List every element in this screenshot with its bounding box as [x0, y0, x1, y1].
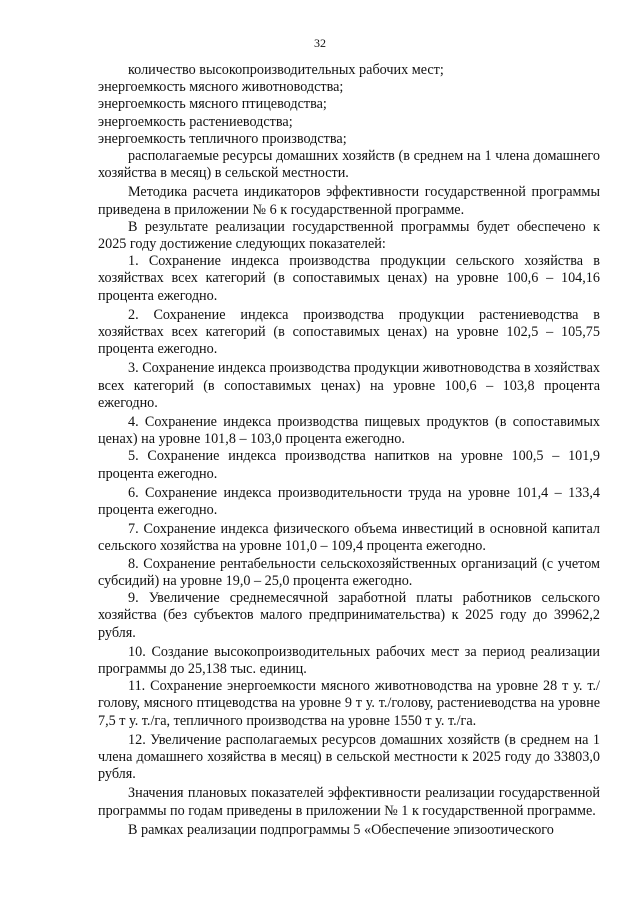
document-body — [98, 62, 600, 839]
paragraph-values: Значения плановых показателей эффективности реализации государственной программы по годам приведены в приложении № 1 к государственной программе. — [98, 785, 600, 819]
paragraph-subprogram: В рамках реализации подпрограммы 5 «Обеспечение эпизоотического — [128, 821, 554, 838]
paragraph-6: располагаемые ресурсы домашних хозяйств (в среднем на 1 члена домашнего хозяйства в месяц) в сельской местности. — [98, 148, 600, 182]
paragraph-1: количество высокопроизводительных рабочих мест; — [128, 62, 444, 78]
paragraph-7: Методика расчета индикаторов эффективности государственной программы приведена в приложении № 6 к государственной программе. — [98, 184, 600, 218]
indicator-12: 12. Увеличение располагаемых ресурсов домашних хозяйств (в среднем на 1 члена домашнего хозяйства в месяц) в сельской местности к 2025 году до 33803,0 рубля. — [98, 731, 600, 783]
paragraph-5: энергоемкость тепличного производства; — [98, 130, 347, 147]
indicator-5: 5. Сохранение индекса производства напитков на уровне 100,5 – 101,9 процента ежегодно. — [98, 448, 600, 482]
indicator-7: 7. Сохранение индекса физического объема инвестиций в основной капитал сельского хозяйства на уровне 101,0 – 109,4 процента ежегодно. — [98, 521, 600, 555]
indicator-8: 8. Сохранение рентабельности сельскохозяйственных организаций (с учетом субсидий) на уровне 19,0 – 25,0 процента ежегодно. — [98, 555, 600, 589]
paragraph-2: энергоемкость мясного животноводства; — [98, 79, 344, 96]
indicator-4: 4. Сохранение индекса производства пищевых продуктов (в сопоставимых ценах) на уровне 101,8 – 103,0 процента ежегодно. — [98, 414, 600, 448]
paragraph-8: В результате реализации государственной программы будет обеспечено к 2025 году достижение следующих показателей: — [98, 218, 600, 253]
paragraph-3: энергоемкость мясного птицеводства; — [98, 96, 327, 113]
indicator-11: 11. Сохранение энергоемкости мясного животноводства на уровне 28 т у. т./голову, мясного птицеводства на уровне 9 т у. т./голову, растениеводства на уровне 7,5 т у. т./га, тепличного производства на уровне 1550 т у. т./га. — [98, 678, 600, 729]
indicator-10: 10. Создание высокопроизводительных рабочих мест за период реализации программы до 25,138 тыс. единиц. — [98, 643, 600, 677]
indicator-3: 3. Сохранение индекса производства продукции животноводства в хозяйствах всех категорий (в сопоставимых ценах) на уровне 100,6 – 103,8 процента ежегодно. — [98, 360, 600, 411]
indicator-1: 1. Сохранение индекса производства продукции сельского хозяйства в хозяйствах всех категорий (в сопоставимых ценах) на уровне 100,6 – 104,16 процента ежегодно. — [98, 253, 600, 304]
indicator-9: 9. Увеличение среднемесячной заработной платы работников сельского хозяйства (без субъектов малого предпринимательства) к 2025 году до 39962,2 рубля. — [98, 590, 600, 641]
indicator-6: 6. Сохранение индекса производительности труда на уровне 101,4 – 133,4 процента ежегодно. — [98, 484, 600, 519]
paragraph-4: энергоемкость растениеводства; — [98, 113, 293, 130]
indicator-2: 2. Сохранение индекса производства продукции растениеводства в хозяйствах всех категорий (в сопоставимых ценах) на уровне 102,5 – 105,75 процента ежегодно. — [98, 306, 600, 358]
page-number: 32 — [314, 36, 326, 50]
